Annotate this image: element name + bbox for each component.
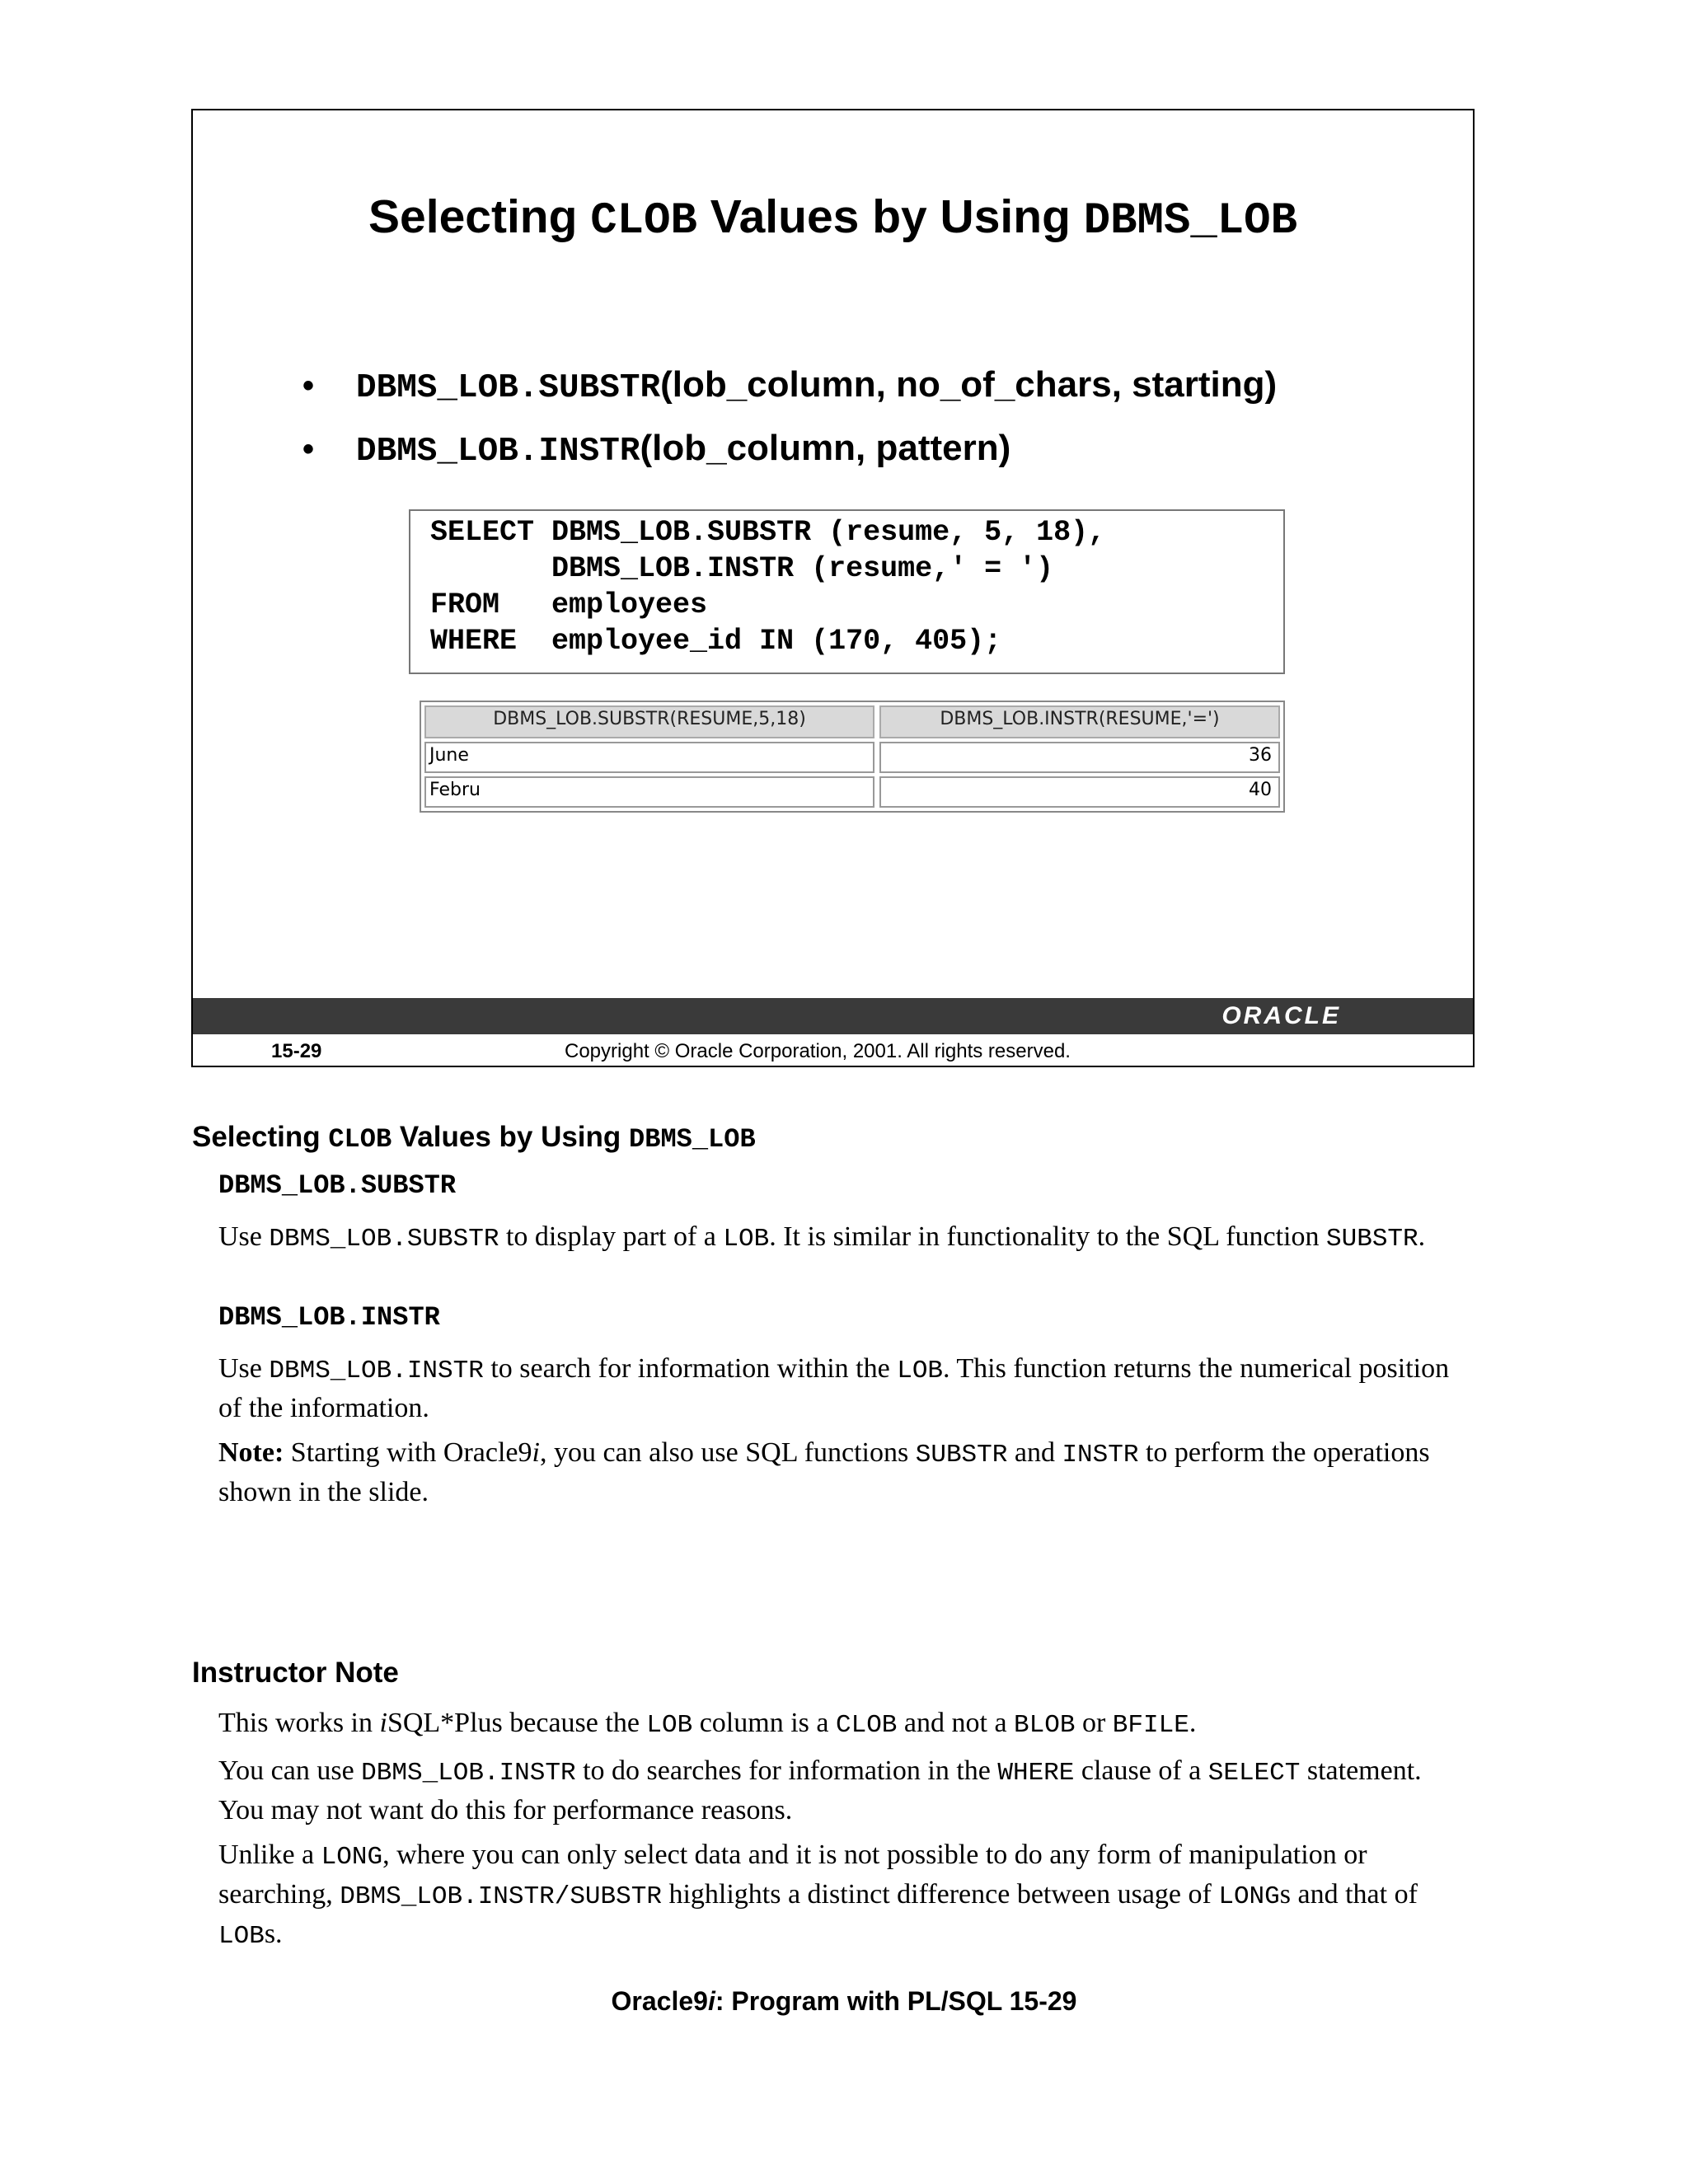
section-heading: Selecting CLOB Values by Using DBMS_LOB — [192, 1121, 756, 1155]
result-header-cell: DBMS_LOB.SUBSTR(RESUME,5,18) — [424, 705, 874, 738]
oracle-logo: ORACLE — [1221, 1002, 1341, 1029]
instructor-paragraph: Unlike a LONG, where you can only select data and it is not possible to do any form of manipulation or searching, DBMS_LOB.INSTR/SUBSTR highlights a distinct difference between usage of LONGs and that of LOBs. — [218, 1840, 1418, 1951]
bullet-icon: • — [302, 431, 315, 467]
code-line: SELECT DBMS_LOB.SUBSTR (resume, 5, 18), — [430, 516, 1106, 549]
result-cell: June — [424, 742, 874, 773]
sql-code-box — [409, 509, 1285, 674]
substr-paragraph: Use DBMS_LOB.SUBSTR to display part of a LOB. It is similar in functionality to the SQL function SUBSTR. — [218, 1221, 1426, 1254]
instr-heading: DBMS_LOB.INSTR — [218, 1302, 440, 1333]
instructor-paragraph: This works in iSQL*Plus because the LOB column is a CLOB and not a BLOB or BFILE. — [218, 1708, 1197, 1740]
result-cell: Febru — [424, 776, 874, 808]
slide-number: 15-29 — [271, 1040, 322, 1062]
code-line: FROM employees — [430, 588, 708, 621]
copyright-text: Copyright © Oracle Corporation, 2001. All rights reserved. — [565, 1040, 1071, 1062]
slide-title: Selecting CLOB Values by Using DBMS_LOB — [368, 190, 1297, 246]
page-footer: Oracle9i: Program with PL/SQL 15-29 — [611, 1986, 1077, 2016]
query-result-table — [420, 701, 1285, 813]
bullet-icon: • — [302, 368, 315, 404]
slide-bullet: • DBMS_LOB.SUBSTR (lob_column, no_of_chars, starting) — [302, 364, 1278, 407]
slide-frame — [191, 109, 1475, 1067]
instructor-note-heading: Instructor Note — [192, 1657, 399, 1689]
result-cell: 36 — [879, 742, 1280, 773]
instr-paragraph: Use DBMS_LOB.INSTR to search for information within the LOB. This function returns the numerical position of the information. — [218, 1353, 1450, 1423]
code-line: WHERE employee_id IN (170, 405); — [430, 625, 1002, 658]
code-line: DBMS_LOB.INSTR (resume,' = ') — [430, 552, 1054, 585]
substr-heading: DBMS_LOB.SUBSTR — [218, 1170, 457, 1201]
instructor-paragraph: You can use DBMS_LOB.INSTR to do searches for information in the WHERE clause of a SELECT statement. You may not want do this for performance reasons. — [218, 1755, 1422, 1825]
slide-bullet: • DBMS_LOB.INSTR (lob_column, pattern) — [302, 428, 1011, 471]
result-header-cell: DBMS_LOB.INSTR(RESUME,'=') — [879, 705, 1280, 738]
oracle-footer-bar — [193, 998, 1473, 1034]
result-cell: 40 — [879, 776, 1280, 808]
note-paragraph: Note: Starting with Oracle9i, you can also use SQL functions SUBSTR and INSTR to perform the operations shown in the slide. — [218, 1437, 1430, 1507]
